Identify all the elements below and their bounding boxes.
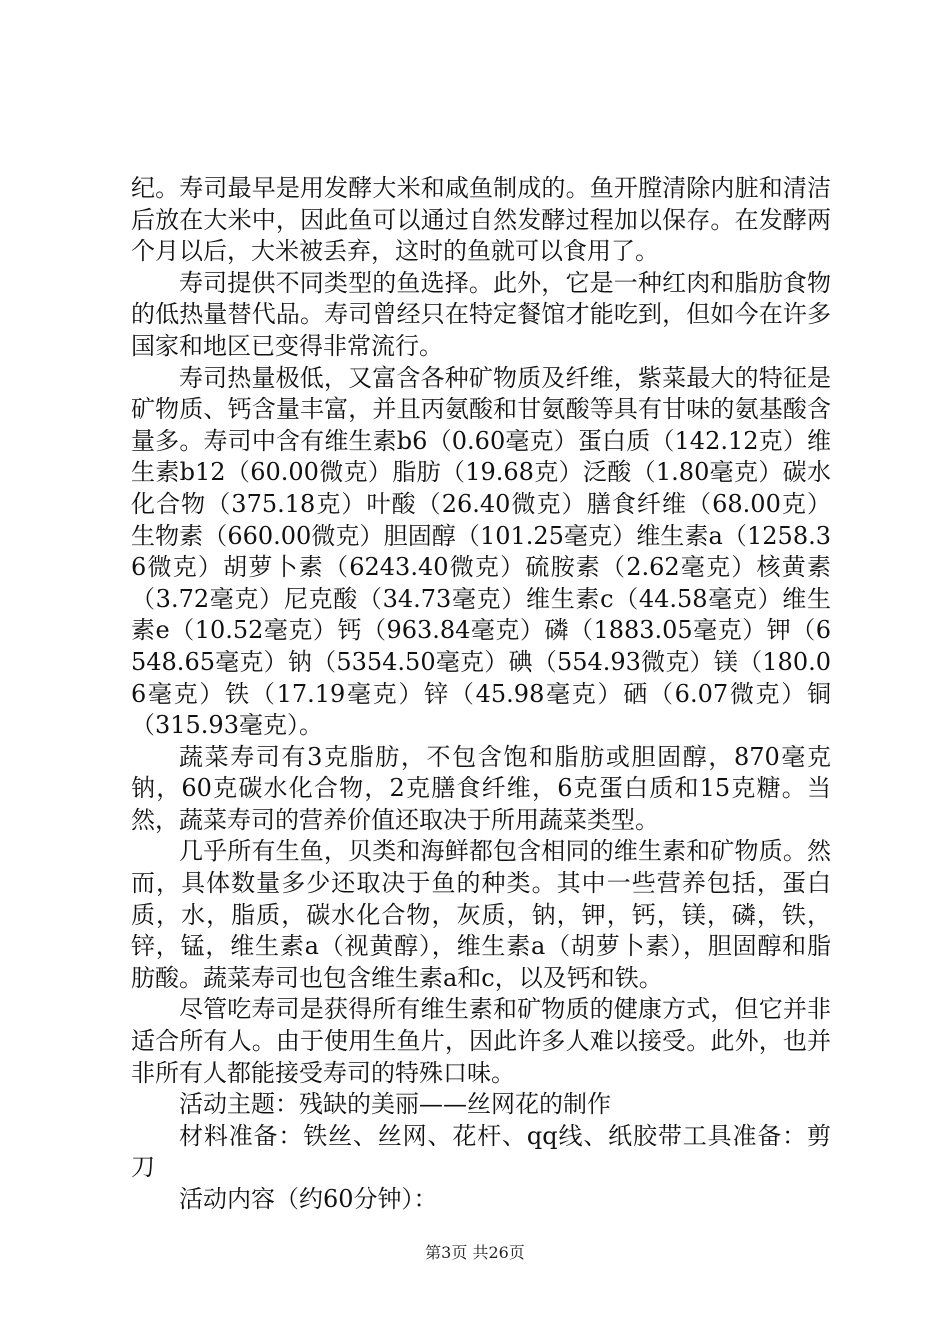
paragraph-raw-fish-nutrients: 几乎所有生鱼，贝类和海鲜都包含相同的维生素和矿物质。然而，具体数量多少还取决于鱼的种类。其中一些营养包括，蛋白质，水，脂质，碳水化合物，灰质，钠，钾，钙，镁，磷，铁，锌，锰，维生素a（视黄醇），维生素a（胡萝卜素），胆固醇和脂肪酸。蔬菜寿司也包含维生素a和c，以及钙和铁。 <box>131 837 831 992</box>
page-footer <box>0 1243 950 1263</box>
page-number: 第3页 共26页 <box>425 1243 525 1262</box>
document-body <box>131 173 831 1216</box>
activity-materials: 材料准备：铁丝、丝网、花杆、qq线、纸胶带工具准备：剪刀 <box>131 1121 831 1182</box>
activity-theme: 活动主题：残缺的美丽——丝网花的制作 <box>179 1090 611 1119</box>
activity-content: 活动内容（约60分钟）： <box>179 1185 438 1213</box>
paragraph-nutrition-list: 寿司热量极低，又富含各种矿物质及纤维，紫菜最大的特征是矿物质、钙含量丰富，并且丙氨酸和甘氨酸等具有甘味的氨基酸含量多。寿司中含有维生素b6（0.60毫克）蛋白质（142.12克）维生素b12（60.00微克）脂肪（19.68克）泛酸（1.80毫克）碳水化合物（375.18克）叶酸（26.40微克）膳食纤维（68.00克）生物素（660.00微克）胆固醇（101.25毫克）维生素a（1258.36微克）胡萝卜素（6243.40微克）硫胺素（2.62毫克）核黄素（3.72毫克）尼克酸（34.73毫克）维生素c（44.58毫克）维生素e（10.52毫克）钙（963.84毫克）磷（1883.05毫克）钾（6548.65毫克）钠（5354.50毫克）碘（554.93微克）镁（180.06毫克）铁（17.19毫克）锌（45.98毫克）硒（6.07微克）铜（315.93毫克）。 <box>131 363 831 740</box>
paragraph-vegetable-sushi: 蔬菜寿司有3克脂肪，不包含饱和脂肪或胆固醇，870毫克钠，60克碳水化合物，2克膳食纤维，6克蛋白质和15克糖。当然，蔬菜寿司的营养价值还取决于所用蔬菜类型。 <box>131 742 831 834</box>
paragraph-not-for-everyone: 尽管吃寿司是获得所有维生素和矿物质的健康方式，但它并非适合所有人。由于使用生鱼片，因此许多人难以接受。此外，也并非所有人都能接受寿司的特殊口味。 <box>131 995 831 1087</box>
paragraph-fermentation-history: 纪。寿司最早是用发酵大米和咸鱼制成的。鱼开膛清除内脏和清洁后放在大米中，因此鱼可以通过自然发酵过程加以保存。在发酵两个月以后，大米被丢弃，这时的鱼就可以食用了。 <box>131 174 831 266</box>
paragraph-fish-choices: 寿司提供不同类型的鱼选择。此外，它是一种红肉和脂肪食物的低热量替代品。寿司曾经只在特定餐馆才能吃到，但如今在许多国家和地区已变得非常流行。 <box>131 268 831 360</box>
